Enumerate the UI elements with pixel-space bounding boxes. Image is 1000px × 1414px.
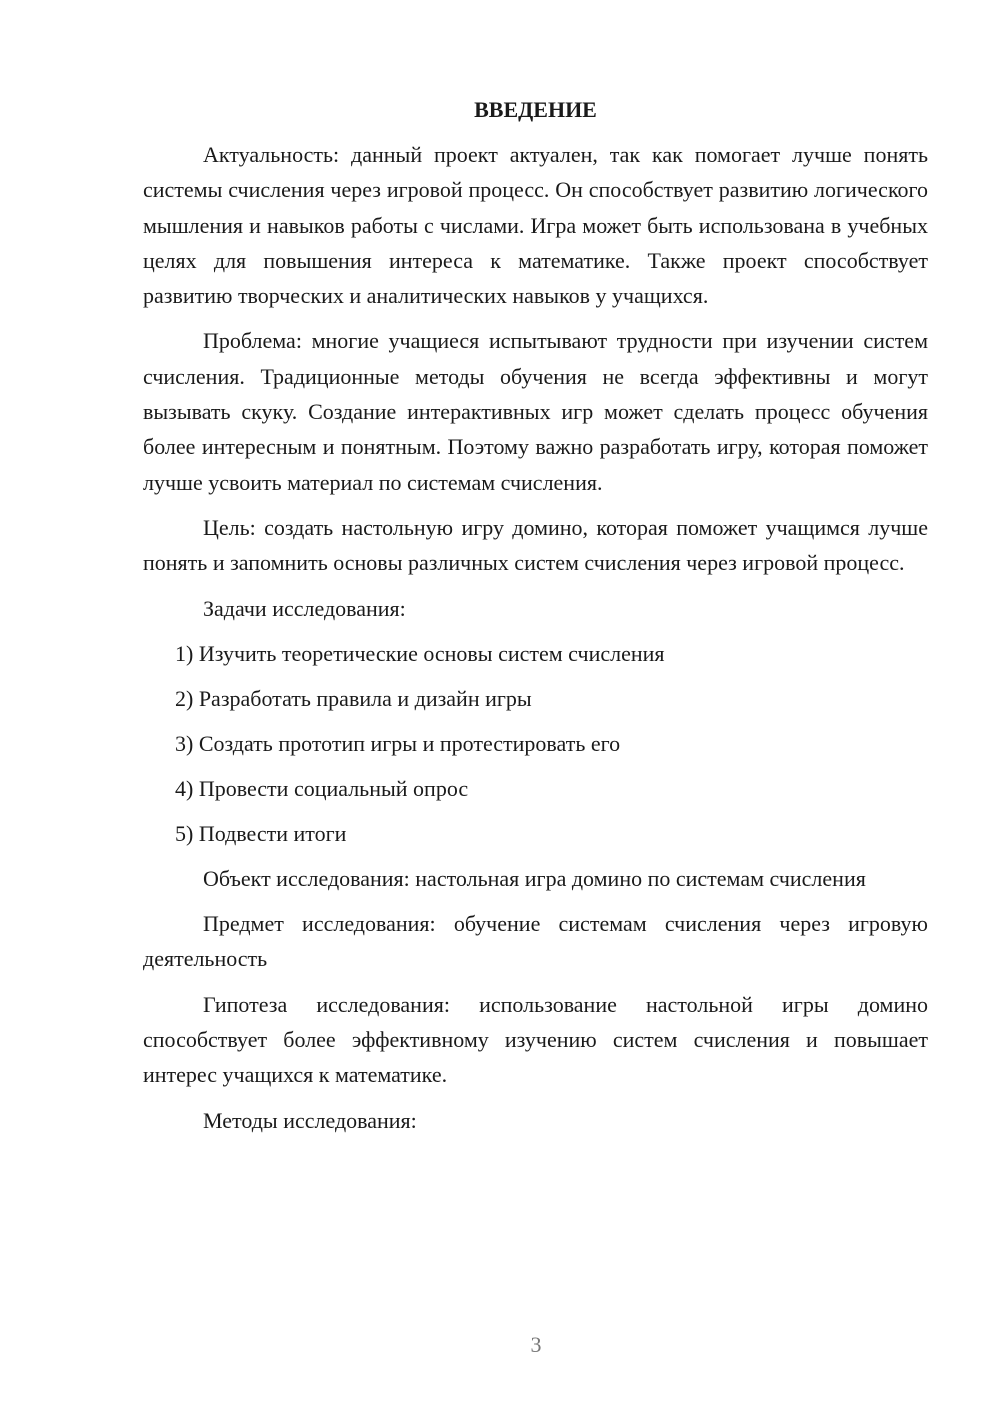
paragraph-subject: Предмет исследования: обучение системам счисления через игровую деятельность bbox=[143, 911, 928, 972]
paragraph-relevance: Актуальность: данный проект актуален, так как помогает лучше понять системы счисления через игровой процесс. Он способствует развитию логического мышления и навыков работы с числами. Игра может быть использована в учебных целях для повышения интереса к математике. Также проект способствует развитию творческих и аналитических навыков у учащихся. bbox=[143, 142, 928, 309]
task-item-1: 1) Изучить теоретические основы систем счисления bbox=[175, 640, 665, 666]
tasks-heading: Задачи исследования: bbox=[203, 595, 406, 621]
task-item-3: 3) Создать прототип игры и протестировать его bbox=[175, 730, 621, 756]
paragraph-goal: Цель: создать настольную игру домино, которая поможет учащимся лучше понять и запомнить основы различных систем счисления через игровой процесс. bbox=[143, 514, 928, 576]
task-item-2: 2) Разработать правила и дизайн игры bbox=[175, 685, 532, 711]
document-page bbox=[143, 92, 928, 1138]
task-item-4: 4) Провести социальный опрос bbox=[175, 775, 469, 801]
page-number: 3 bbox=[530, 1332, 542, 1357]
paragraph-object: Объект исследования: настольная игра домино по системам счисления bbox=[203, 865, 866, 891]
section-title: ВВЕДЕНИЕ bbox=[474, 97, 597, 122]
methods-heading: Методы исследования: bbox=[203, 1107, 417, 1133]
paragraph-problem: Проблема: многие учащиеся испытывают трудности при изучении систем счисления. Традиционные методы обучения не всегда эффективны и могут вызывать скуку. Создание интерактивных игр может сделать процесс обучения более интересным и понятным. Поэтому важно разработать игру, которая поможет лучше усвоить материал по системам счисления. bbox=[143, 328, 928, 495]
paragraph-hypothesis: Гипотеза исследования: использование настольной игры домино способствует более эффективному изучению систем счисления и повышает интерес учащихся к математике. bbox=[143, 991, 928, 1088]
task-item-5: 5) Подвести итоги bbox=[175, 820, 347, 846]
